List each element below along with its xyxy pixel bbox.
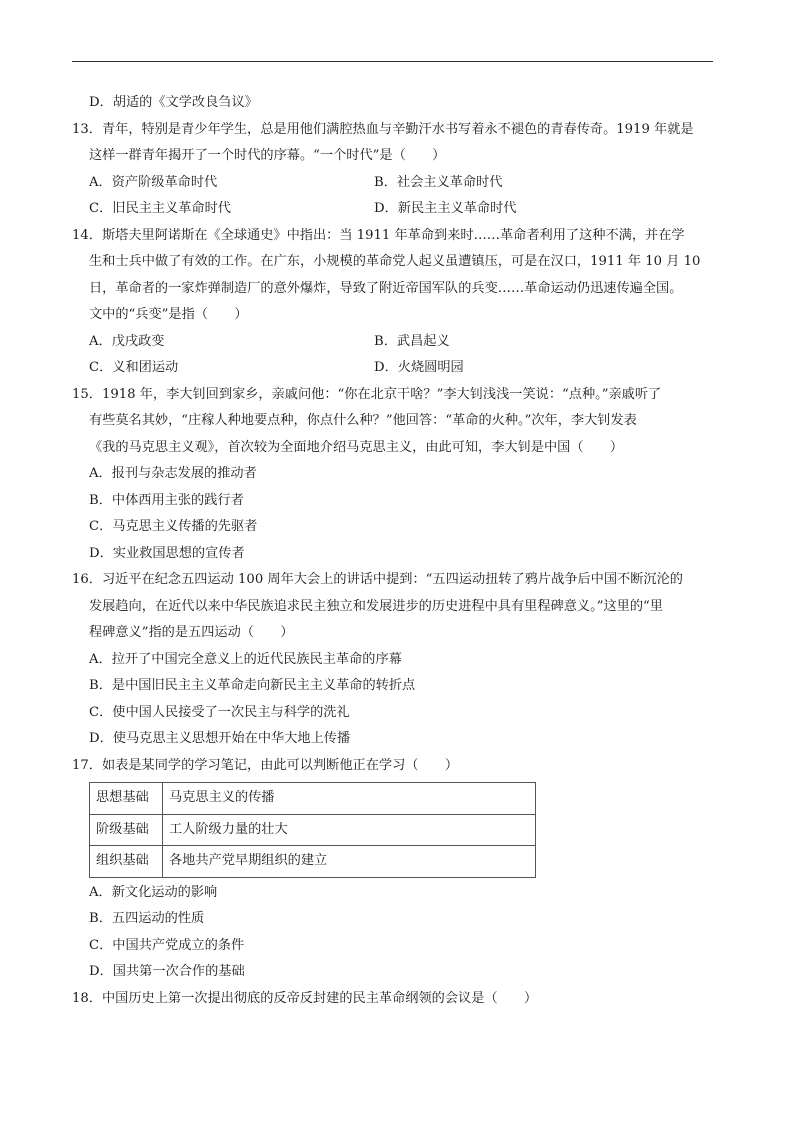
table-value-cell: 马克思主义的传播 [163,783,536,815]
table-value-cell: 工人阶级力量的壮大 [163,814,536,846]
q16-option-c: C．使中国人民接受了一次民主与科学的洗礼 [89,704,350,720]
study-notes-table [89,782,536,878]
header-rule [72,61,713,62]
q13-options-row2 [72,196,722,223]
q14-option-a: A．戊戌政变 [89,333,165,349]
q13-stem-line1: 13．青年，特别是青少年学生，总是用他们满腔热血与辛勤汗水书写着永不褪色的青春传奇。1919 年就是 [72,121,694,137]
table-value-cell: 各地共产党早期组织的建立 [163,846,536,878]
q14-option-d: D．火烧圆明园 [374,360,464,375]
q16-option-d: D．使马克思主义思想开始在中华大地上传播 [89,731,351,746]
q14-stem-line1: 14．斯塔夫里阿诺斯在《全球通史》中指出：当 1911 年革命到来时……革命者利用了这种不满，并在学 [72,227,685,243]
q13-option-d: D．新民主主义革命时代 [374,201,517,216]
q13-option-a: A．资产阶级革命时代 [89,174,218,190]
q16-option-b: B．是中国旧民主主义革命走向新民主主义革命的转折点 [89,678,416,693]
q15-stem-line2: 有些莫名其妙，“庄稼人种地要点种，你点什么种？”他回答：“革命的火种。”次年，李大钊发表 [89,413,637,428]
q15-option-d: D．实业救国思想的宣传者 [89,545,245,561]
q13-option-c: C．旧民主主义革命时代 [89,201,231,216]
table-row [90,814,536,846]
q16-stem-line1: 16．习近平在纪念五四运动 100 周年大会上的讲话中提到：“五四运动扭转了鸦片战争后中国不断沉沦的 [72,572,683,587]
question-15 [72,382,722,568]
q17-option-a: A．新文化运动的影响 [89,884,218,900]
table-key-cell: 思想基础 [90,783,163,815]
q15-stem-line1: 15．1918 年，李大钊回到家乡，亲戚问他：“你在北京干啥？”李大钊浅浅一笑说：“点种。”亲戚听了 [72,386,662,402]
question-16 [72,567,722,753]
q14-stem-line2: 生和士兵中做了有效的工作。在广东，小规模的革命党人起义虽遭镇压，可是在汉口，1911 年 10 月 10 [89,254,701,269]
q14-stem-line3: 日，革命者的一家炸弹制造厂的意外爆炸，导致了附近帝国军队的兵变……革命运动仍迅速传遍全国。 [89,280,683,296]
exam-content [72,90,722,1012]
q13-stem-line2: 这样一群青年揭开了一个时代的序幕。“一个时代”是（ ） [89,148,446,163]
q16-stem-line3: 程碑意义”指的是五四运动（ ） [89,625,294,640]
q17-stem-line1: 17．如表是某同学的学习笔记，由此可以判断他正在学习（ ） [72,757,459,773]
q16-option-a: A．拉开了中国完全意义上的近代民族民主革命的序幕 [89,651,402,667]
q18-stem-line1: 18．中国历史上第一次提出彻底的反帝反封建的民主革命纲领的会议是（ ） [72,990,538,1006]
question-13 [72,117,722,223]
q15-option-b: B．中体西用主张的践行者 [89,492,244,508]
table-row [90,783,536,815]
q15-option-c: C．马克思主义传播的先驱者 [89,519,258,534]
q17-option-c: C．中国共产党成立的条件 [89,937,245,953]
q12-option-d: D．胡适的《文学改良刍议》 [89,95,258,110]
q15-stem-line3: 《我的马克思主义观》，首次较为全面地介绍马克思主义，由此可知，李大钊是中国（ ） [89,439,624,455]
question-14 [72,223,722,382]
table-key-cell: 阶级基础 [90,814,163,846]
q15-option-a: A．报刊与杂志发展的推动者 [89,466,257,481]
table-row [90,846,536,878]
q14-option-c: C．义和团运动 [89,360,179,375]
q14-options-row2 [72,355,722,382]
table-key-cell: 组织基础 [90,846,163,878]
question-17 [72,753,722,986]
q13-options-row1 [72,170,722,197]
q13-option-b: B．社会主义革命时代 [374,174,503,190]
q17-option-d: D．国共第一次合作的基础 [89,964,245,979]
q14-stem-line4: 文中的“兵变”是指（ ） [89,307,248,322]
q17-option-b: B．五四运动的性质 [89,911,205,926]
question-18 [72,986,722,1013]
q16-stem-line2: 发展趋向，在近代以来中华民族追求民主独立和发展进步的历史进程中具有里程碑意义。”这里的“里 [89,598,663,614]
q14-option-b: B．武昌起义 [374,333,450,349]
q14-options-row1 [72,329,722,356]
